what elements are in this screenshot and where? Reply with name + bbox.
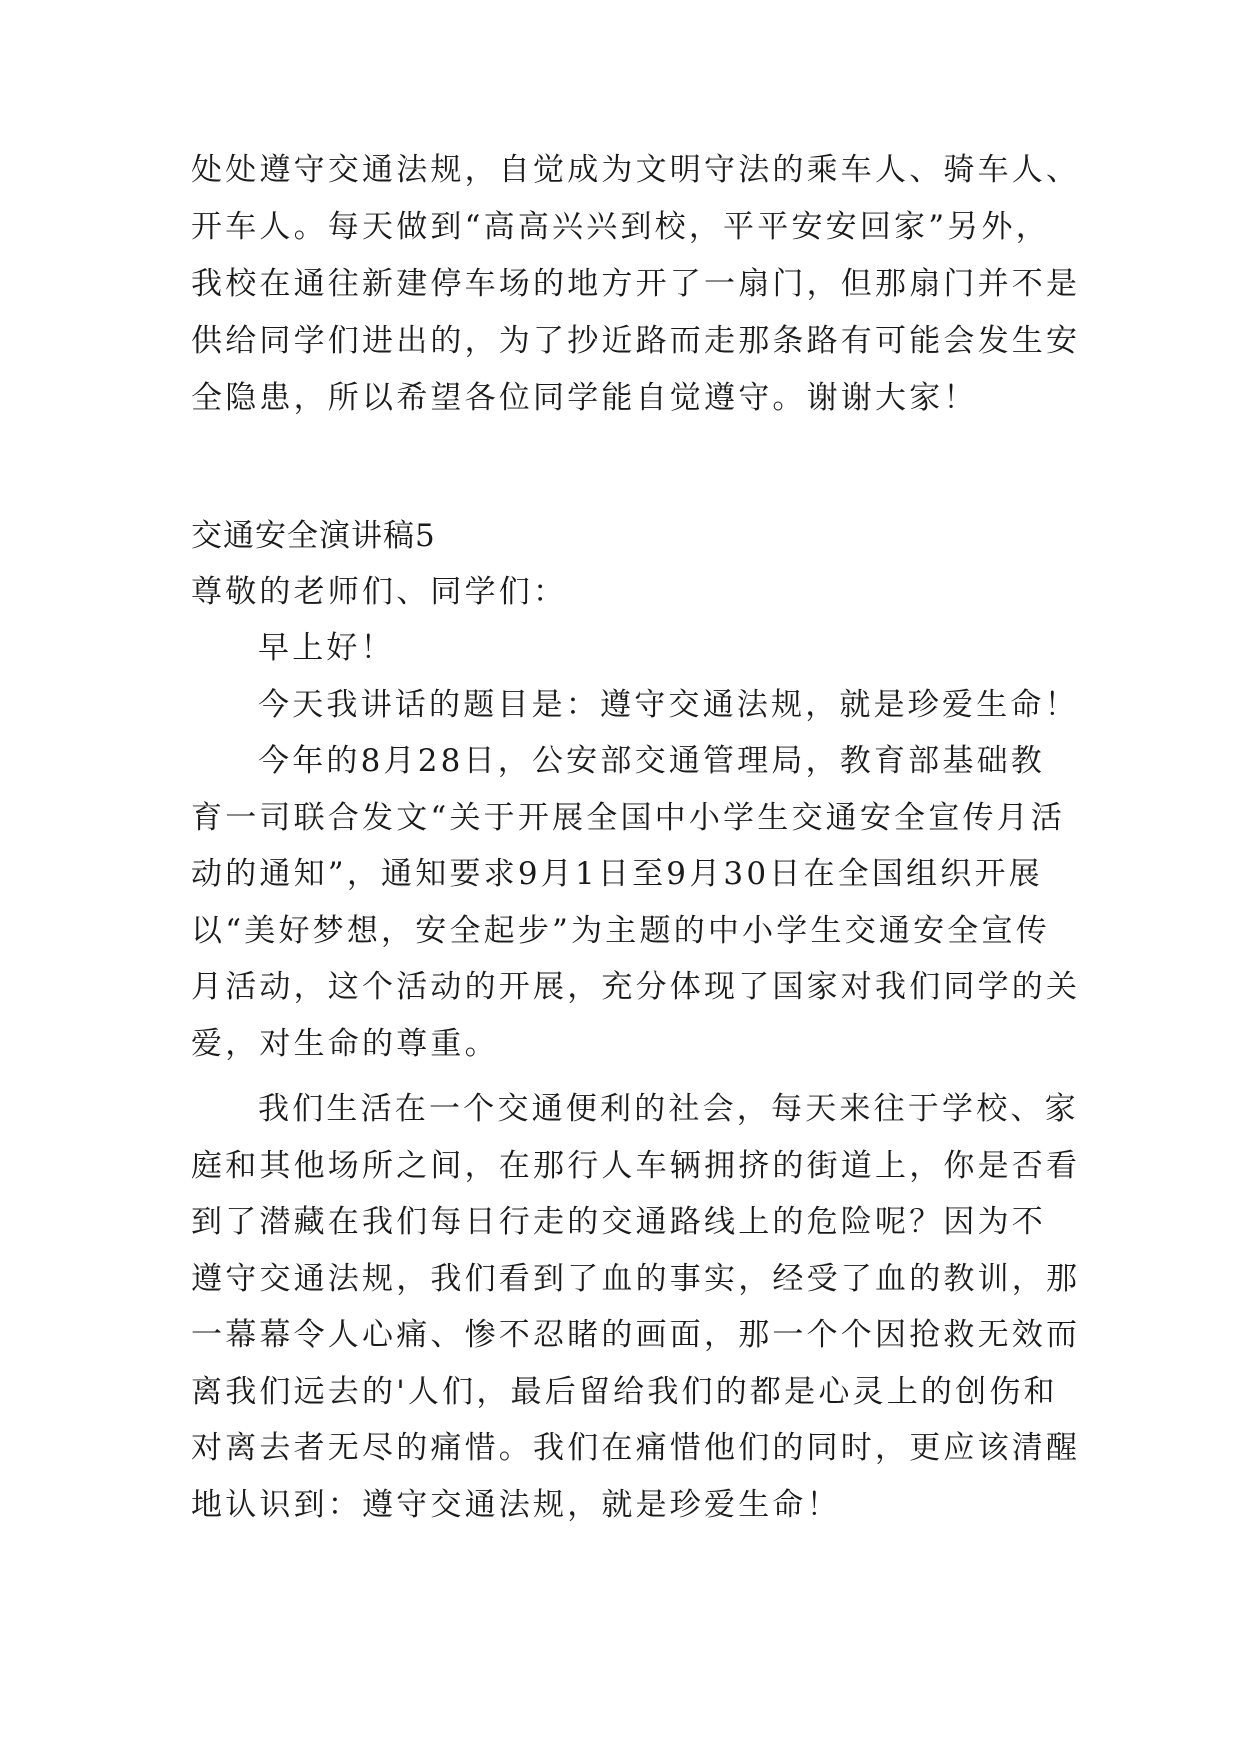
text-line: 供给同学们进出的，为了抄近路而走那条路有可能会发生安 (191, 323, 1081, 359)
text-line: 庭和其他场所之间，在那行人车辆拥挤的街道上，你是否看 (191, 1148, 1081, 1184)
text-line: 今天我讲话的题目是：遵守交通法规，就是珍爱生命！ (258, 687, 1079, 723)
text-line: 地认识到：遵守交通法规，就是珍爱生命！ (191, 1487, 841, 1523)
text-line: 全隐患，所以希望各位同学能自觉遵守。谢谢大家！ (191, 380, 978, 416)
text-line: 遵守交通法规，我们看到了血的事实，经受了血的教训，那 (191, 1261, 1081, 1297)
text-line: 离我们远去的'人们，最后留给我们的都是心灵上的创伤和 (191, 1374, 1058, 1410)
text-line: 一幕幕令人心痛、惨不忍睹的画面，那一个个因抢救无效而 (191, 1317, 1081, 1353)
text-line: 处处遵守交通法规，自觉成为文明守法的乘车人、骑车人、 (191, 152, 1081, 188)
greeting: 早上好！ (258, 630, 395, 666)
text-line: 爱，对生命的尊重。 (191, 1026, 499, 1062)
salutation: 尊敬的老师们、同学们： (191, 574, 568, 610)
text-line: 今年的8月28日，公安部交通管理局，教育部基础教 (258, 743, 1045, 779)
text-line: 我校在通往新建停车场的地方开了一扇门，但那扇门并不是 (191, 266, 1081, 302)
text-line: 动的通知”，通知要求9月1日至9月30日在全国组织开展 (191, 856, 1043, 892)
text-line: 到了潜藏在我们每日行走的交通路线上的危险呢？因为不 (191, 1204, 1046, 1240)
section-title: 交通安全演讲稿5 (191, 518, 436, 554)
text-line: 对离去者无尽的痛惜。我们在痛惜他们的同时，更应该清醒 (191, 1430, 1081, 1466)
text-line: 育一司联合发文“关于开展全国中小学生交通安全宣传月活 (191, 800, 1066, 836)
text-line: 以“美好梦想，安全起步”为主题的中小学生交通安全宣传 (191, 913, 1050, 949)
text-line: 月活动，这个活动的开展，充分体现了国家对我们同学的关 (191, 969, 1081, 1005)
text-line: 开车人。每天做到“高高兴兴到校，平平安安回家”另外， (191, 209, 1050, 245)
text-line: 我们生活在一个交通便利的社会，每天来往于学校、家 (258, 1091, 1079, 1127)
